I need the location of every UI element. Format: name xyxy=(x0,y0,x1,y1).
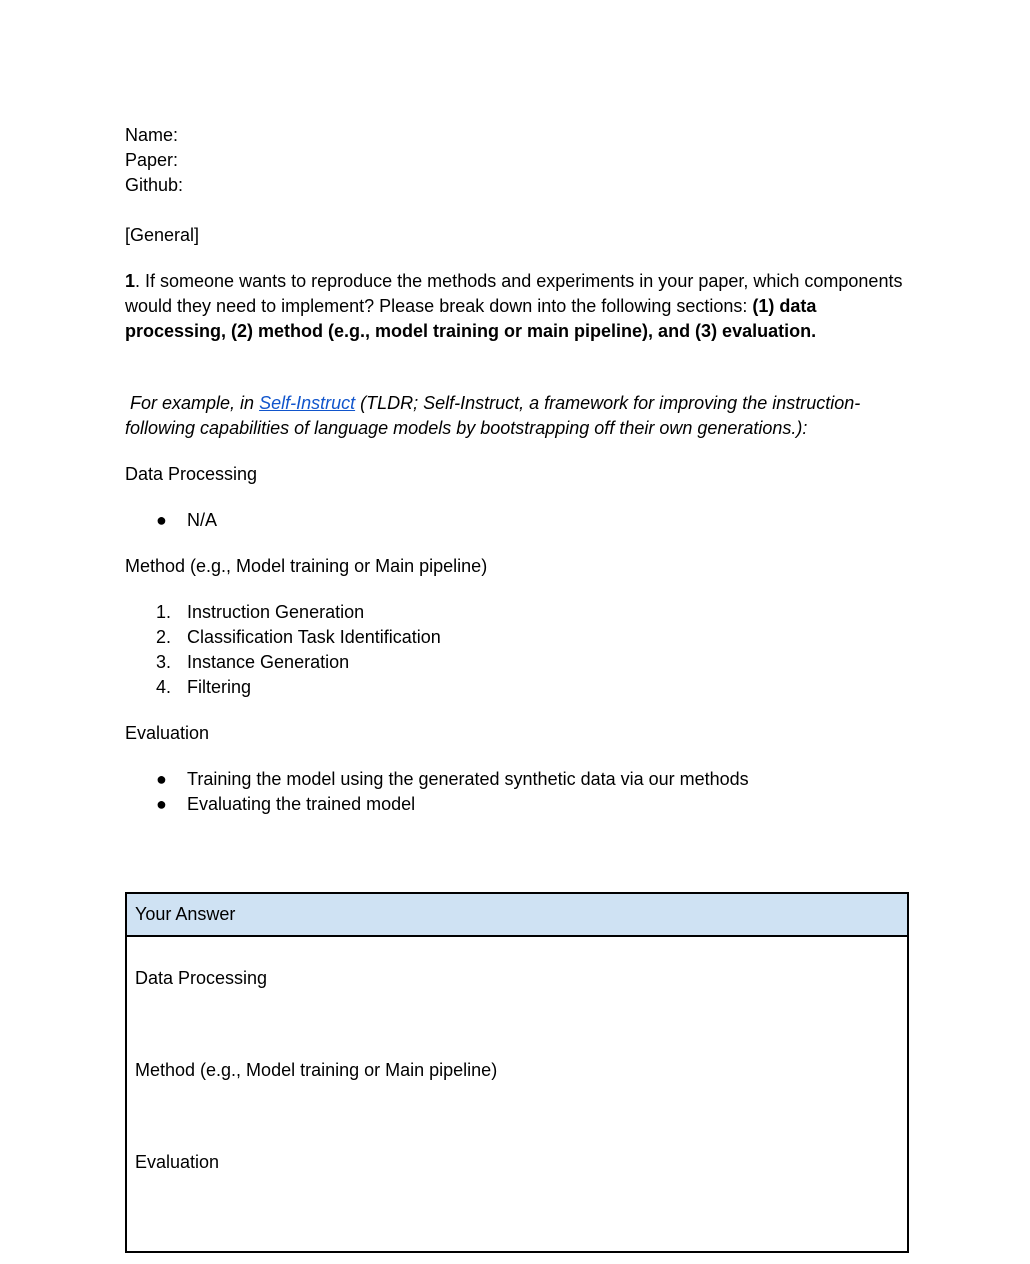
list-number: 2. xyxy=(156,627,172,647)
paper-field-label: Paper: xyxy=(125,150,179,170)
answer-section-evaluation: Evaluation xyxy=(135,1152,220,1172)
method-list xyxy=(125,600,910,700)
list-item xyxy=(125,650,910,675)
question-text: . If someone wants to reproduce the methods and experiments in your paper, which components would they need to implement? Please break down into the following sections: xyxy=(125,271,903,316)
list-item xyxy=(125,675,910,700)
bullet-icon: ● xyxy=(156,769,167,789)
bullet-icon: ● xyxy=(156,794,167,814)
evaluation-list xyxy=(125,767,910,817)
name-field-label: Name: xyxy=(125,125,179,145)
example-paragraph xyxy=(125,391,910,441)
list-item xyxy=(125,767,910,792)
list-item-text: N/A xyxy=(187,510,218,530)
example-suffix: (TLDR; Self-Instruct, a framework for improving the instruction-following capabilities of language models by bootstrapping off their own generations.): xyxy=(125,393,861,438)
github-field-label: Github: xyxy=(125,175,184,195)
self-instruct-link[interactable]: Self-Instruct xyxy=(259,393,356,413)
document-body xyxy=(125,123,910,817)
answer-section-method: Method (e.g., Model training or Main pipeline) xyxy=(135,1060,498,1080)
list-item-text: Classification Task Identification xyxy=(187,627,441,647)
answer-section-data-processing: Data Processing xyxy=(135,968,268,988)
question-number: 1 xyxy=(125,271,136,291)
list-item-text: Training the model using the generated synthetic data via our methods xyxy=(187,769,749,789)
list-number: 4. xyxy=(156,677,172,697)
list-number: 3. xyxy=(156,652,172,672)
bullet-icon: ● xyxy=(156,510,167,530)
list-item-text: Evaluating the trained model xyxy=(187,794,416,814)
question-bold-text: (1) data processing, (2) method (e.g., model training or main pipeline), and (3) evaluation. xyxy=(125,296,817,341)
list-item xyxy=(125,508,910,533)
evaluation-heading: Evaluation xyxy=(125,723,210,743)
list-item-text: Filtering xyxy=(187,677,252,697)
data-processing-list xyxy=(125,508,910,533)
list-item xyxy=(125,625,910,650)
method-heading: Method (e.g., Model training or Main pipeline) xyxy=(125,556,488,576)
list-item-text: Instance Generation xyxy=(187,652,350,672)
answer-input-area[interactable] xyxy=(127,937,907,1242)
list-item xyxy=(125,792,910,817)
data-processing-heading: Data Processing xyxy=(125,464,258,484)
example-prefix: For example, in xyxy=(125,393,260,413)
list-item-text: Instruction Generation xyxy=(187,602,365,622)
question-paragraph xyxy=(125,269,910,344)
answer-table xyxy=(125,892,909,1253)
list-item xyxy=(125,600,910,625)
section-label: [General] xyxy=(125,225,200,245)
list-number: 1. xyxy=(156,602,172,622)
answer-header: Your Answer xyxy=(127,894,907,937)
